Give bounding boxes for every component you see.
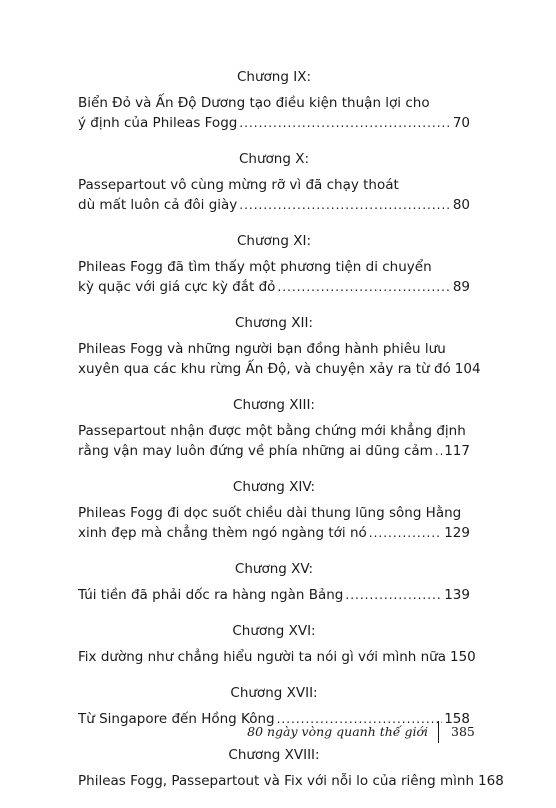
chapter-title-last-line xyxy=(78,441,470,461)
toc-page-number: 117 xyxy=(444,443,470,459)
chapter-title-text: xinh đẹp mà chẳng thèm ngó ngàng tới nó xyxy=(78,525,367,541)
dot-leader xyxy=(277,277,450,297)
chapter-title-text: Túi tiền đã phải dốc ra hàng ngàn Bảng xyxy=(78,587,344,603)
toc-page-number: 139 xyxy=(444,587,470,603)
chapter-title-last-line xyxy=(78,113,470,133)
toc-entry xyxy=(78,150,470,215)
toc-page-number: 168 xyxy=(478,773,504,789)
footer-divider xyxy=(438,721,439,743)
toc-page-number: 129 xyxy=(444,525,470,541)
chapter-title-line: Passepartout vô cùng mừng rỡ vì đã chạy thoát xyxy=(78,177,399,193)
chapter-title-text: Từ Singapore đến Hồng Kông xyxy=(78,711,275,727)
page-number: 385 xyxy=(451,724,475,739)
toc-entry xyxy=(78,746,504,791)
chapter-title-line: Phileas Fogg đi dọc suốt chiều dài thung lũng sông Hằng xyxy=(78,505,462,521)
dot-leader xyxy=(435,441,442,461)
chapter-title-last-line xyxy=(78,771,504,791)
toc-entry xyxy=(78,232,470,297)
toc-entry xyxy=(78,314,481,379)
toc-page-number: 104 xyxy=(454,361,481,377)
toc-page-number: 150 xyxy=(450,649,476,665)
page-footer xyxy=(0,721,556,745)
chapter-title-line: Biển Đỏ và Ấn Độ Dương tạo điều kiện thuận lợi cho xyxy=(78,95,430,111)
chapter-title-line: Passepartout nhận được một bằng chứng mới khẳng định xyxy=(78,423,466,439)
toc-entry xyxy=(78,560,470,605)
chapter-title-last-line xyxy=(78,195,470,215)
table-of-contents xyxy=(78,68,504,808)
dot-leader xyxy=(345,585,442,605)
toc-entry xyxy=(78,68,470,133)
chapter-heading: Chương IX: xyxy=(237,69,311,85)
chapter-heading: Chương XVII: xyxy=(230,685,318,701)
chapter-heading: Chương XVI: xyxy=(232,623,316,639)
chapter-heading: Chương XII: xyxy=(235,315,313,331)
dot-leader xyxy=(239,113,450,133)
chapter-title-text: xuyên qua các khu rừng Ấn Độ, và chuyện xảy ra từ đó xyxy=(78,361,451,377)
chapter-title-last-line xyxy=(78,523,470,543)
toc-page-number: 89 xyxy=(452,279,470,295)
chapter-title-last-line xyxy=(78,277,470,297)
chapter-title-text: ý định của Phileas Fogg xyxy=(78,115,238,131)
chapter-title-text: Fix dường như chẳng hiểu người ta nói gì với mình nữa xyxy=(78,649,446,665)
toc-entry xyxy=(78,478,470,543)
toc-entry xyxy=(78,396,470,461)
dot-leader xyxy=(239,195,451,215)
chapter-title-last-line xyxy=(78,359,481,379)
toc-entry xyxy=(78,622,476,667)
chapter-title-last-line xyxy=(78,585,470,605)
toc-list xyxy=(78,68,504,791)
chapter-title-line: Phileas Fogg đã tìm thấy một phương tiện di chuyển xyxy=(78,259,432,275)
chapter-heading: Chương X: xyxy=(238,151,309,167)
toc-page-number: 80 xyxy=(452,197,470,213)
chapter-title-text: dù mất luôn cả đôi giày xyxy=(78,197,238,213)
toc-page-number: 70 xyxy=(452,115,470,131)
chapter-title-line: Phileas Fogg và những người bạn đồng hành phiêu lưu xyxy=(78,341,446,357)
running-title: 80 ngày vòng quanh thế giới xyxy=(247,724,428,739)
dot-leader xyxy=(369,523,442,543)
chapter-title-text: rằng vận may luôn đứng về phía những ai dũng cảm xyxy=(78,443,433,459)
toc-page-number: 158 xyxy=(444,711,470,727)
chapter-heading: Chương XIII: xyxy=(233,397,315,413)
chapter-title-last-line xyxy=(78,647,476,667)
chapter-heading: Chương XV: xyxy=(234,561,314,577)
chapter-title-text: kỳ quặc với giá cực kỳ đắt đỏ xyxy=(78,279,276,295)
chapter-heading: Chương XI: xyxy=(237,233,311,249)
chapter-heading: Chương XIV: xyxy=(232,479,316,495)
chapter-heading: Chương XVIII: xyxy=(228,747,320,763)
chapter-title-text: Phileas Fogg, Passepartout và Fix với nỗi lo của riêng mình xyxy=(78,773,475,789)
